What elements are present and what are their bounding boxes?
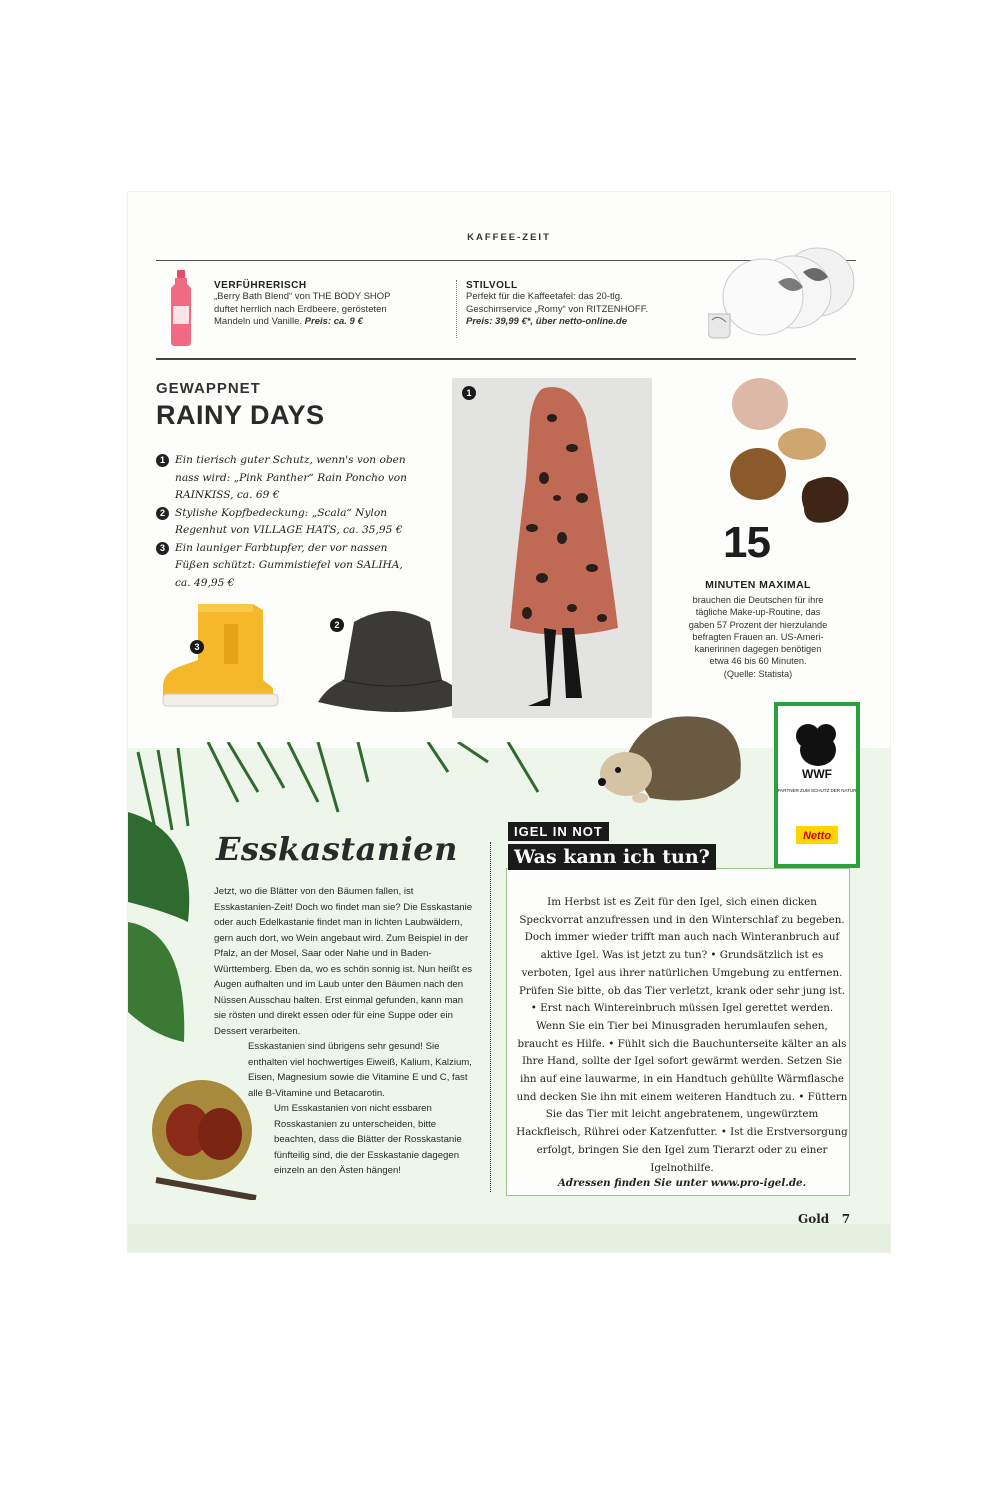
product-badge-2: 2 [330, 618, 344, 632]
product-line: Perfekt für die Kaffeetafel: das 20-tlg. [466, 291, 623, 302]
magazine-name: Gold [798, 1212, 830, 1226]
column-divider [490, 842, 491, 1192]
item-number: 1 [156, 454, 169, 467]
igel-kicker: IGEL IN NOT [508, 822, 609, 841]
leopard-poncho-image [452, 378, 652, 718]
product-stilvoll [466, 280, 706, 329]
product-verfuehrerisch [214, 280, 454, 329]
stat-text [658, 594, 858, 680]
product-kicker: STILVOLL [466, 280, 518, 291]
dinnerware-image [708, 242, 858, 342]
item-number: 3 [156, 542, 169, 555]
item-text: Ein tierisch guter Schutz, wenn's von oben nass wird: „Pink Panther“ Rain Poncho von RAINKISS, ca. 69 € [175, 454, 407, 501]
paragraph: Esskastanien sind übrigens sehr gesund! Sie enthalten viel hochwertiges Eiweiß, Kalium, Kalzium, Eisen, Magnesium sowie die Vitamine E und C, fast alle B-Vitamine und Betacarotin. [248, 1041, 472, 1099]
page-footer [798, 1212, 850, 1226]
igel-address: Adressen finden Sie unter www.pro-igel.de. [557, 1177, 807, 1189]
product-price: Preis: ca. 9 € [304, 316, 363, 327]
magazine-page [128, 192, 890, 1252]
rainy-list [156, 452, 416, 592]
stat-line: (Quelle: Statista) [723, 668, 793, 679]
item-number: 2 [156, 507, 169, 520]
wwf-partner-text: PARTNER ZUM SCHUTZ DER NATUR [778, 788, 856, 793]
product-badge-1: 1 [462, 386, 476, 400]
paragraph: Jetzt, wo die Blätter von den Bäumen fallen, ist Esskastanien-Zeit! Doch wo findet man sie? Die Esskastanie oder auch Edelkastanie findet man in lichten Laubwäldern, gern auch dort, wo Wein angebaut wird. Zum Beispiel in der Pfalz, an der Mosel, Saar oder Nahe und in Baden-Württemberg. Eben da, wo es schön sonnig ist. Nun heißt es Augen aufhalten und im Laub unter den Bäumen nach den Nüssen Ausschau halten. Erst einmal gefunden, kann man sie rösten und direkt essen oder für eine Suppe oder ein Dessert verarbeiten. [214, 886, 473, 1037]
rain-boot-image [158, 594, 288, 714]
esskastanien-title: Esskastanien [216, 830, 458, 868]
wwf-text: WWF [802, 767, 832, 781]
product-badge-3: 3 [190, 640, 204, 654]
stat-line: tägliche Make-up-Routine, das [695, 607, 821, 618]
igel-body: Im Herbst ist es Zeit für den Igel, sich einen dicken Speckvorrat anzufressen und in den Winterschlaf zu begeben. Doch immer wieder trifft man auch nach Winteranbruch auf aktive Igel. Was ist jetzt zu tun? • Grundsätzlich ist es verboten, Igel aus ihrer natürlichen Umgebung zu entfernen. Prüfen Sie bitte, ob das Tier verletzt, krank oder sehr jung ist. • Erst nach Wintereinbruch müssen Igel gerettet werden. Wenn Sie ein Tier bei Minusgraden herumlaufen sehen, braucht es Hilfe. • Fühlt sich die Bauchunterseite kälter an als Ihre Hand, sollte der Igel sofort gewärmt werden. Setzen Sie ihn auf eine lauwarme, in ein Handtuch gehüllte Wärmflasche und decken Sie ihn mit einem weiteren Handtuch zu. • Füttern Sie das Tier mit leicht angebratenem, ungewürztem Hackfleisch, Rührei oder Katzenfutter. • Ist die Erstversorgung erfolgt, bringen Sie den Igel zum Tierarzt oder zu einer Igelnothilfe. [516, 896, 848, 1174]
product-price: Preis: 39,99 €*, über netto-online.de [466, 316, 628, 327]
poncho-photo [452, 378, 652, 718]
tropical-leaf-image [128, 792, 198, 1052]
stat-line: etwa 46 bis 60 Minuten. [709, 656, 807, 667]
netto-logo: Netto [802, 830, 832, 842]
esskastanien-body [214, 884, 474, 1179]
item-text: Ein launiger Farbtupfer, der vor nassen Füßen schützt: Gummistiefel von SALIHA, ca. 49,95 € [175, 541, 403, 589]
section-label: KAFFEE-ZEIT [467, 232, 551, 243]
item-text: Stylishe Kopfbedeckung: „Scala“ Nylon Regenhut von VILLAGE HATS, ca. 35,95 € [175, 506, 403, 536]
section-rule [156, 358, 856, 360]
rainy-list-item [156, 452, 416, 505]
product-line: Geschirrservice „Romy“ von RITZENHOFF. [466, 303, 649, 315]
stat-line: brauchen die Deutschen für ihre [692, 595, 824, 605]
rainy-list-item [156, 505, 416, 540]
page-number: 7 [841, 1212, 851, 1226]
product-kicker: VERFÜHRERISCH [214, 280, 307, 291]
wwf-logo-icon [778, 706, 856, 864]
paragraph: Um Esskastanien von nicht essbaren Rosskastanien zu unterscheiden, bitte beachten, dass die Blätter der Rosskastanie fünfteilig sind, die der Esskastanie dagegen einzeln an den Ästen hängen! [274, 1103, 462, 1176]
stat-number: 15 [723, 518, 770, 567]
product-line: Mandeln und Vanille. [214, 316, 303, 327]
stat-line: kanerinnen dagegen benötigen [694, 644, 822, 655]
stat-line: gaben 57 Prozent der hierzulande [688, 619, 828, 630]
rainy-kicker: GEWAPPNET [156, 380, 261, 397]
bath-bottle-image [168, 270, 194, 346]
footer-band [128, 1224, 890, 1252]
product-line: duftet herrlich nach Erdbeere, gerösteten [214, 303, 387, 315]
wwf-badge [774, 702, 860, 868]
rainy-list-item [156, 540, 416, 593]
stat-line: befragten Frauen an. US-Ameri- [692, 631, 824, 642]
hedgehog-image [596, 708, 744, 820]
igel-title: Was kann ich tun? [508, 844, 716, 870]
product-line: „Berry Bath Blend“ von THE BODY SHOP [214, 291, 391, 302]
stat-label: MINUTEN MAXIMAL [705, 579, 811, 591]
rainy-title: RAINY DAYS [156, 400, 325, 430]
